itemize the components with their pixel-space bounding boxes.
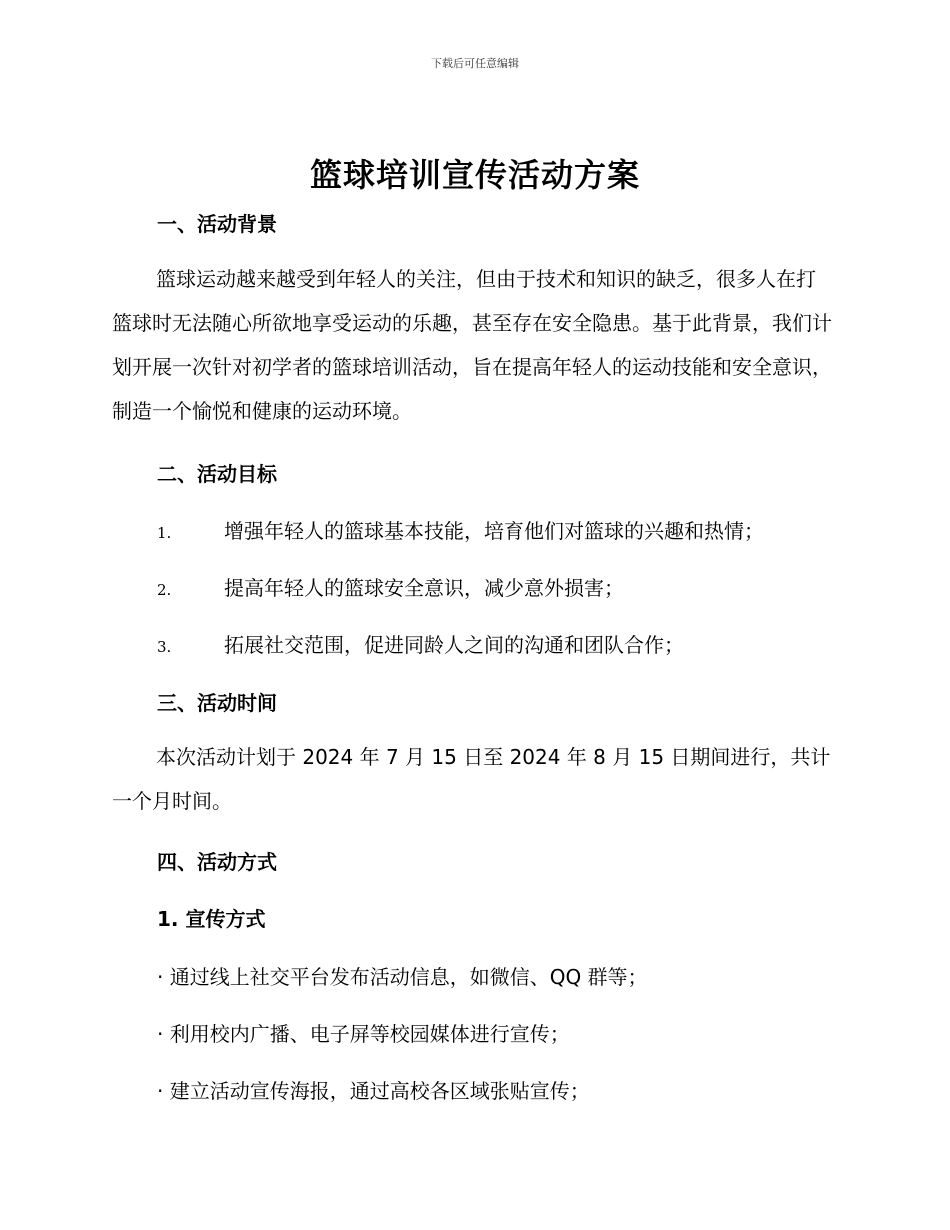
background-paragraph-text: 篮球运动越来越受到年轻人的关注，但由于技术和知识的缺乏，很多人在打篮球时无法随心所欲地享受运动的乐趣，甚至存在安全隐患。基于此背景，我们计划开展一次针对初学者的篮球培训活动，旨在提高年轻人的运动技能和安全意识，制造一个愉悦和健康的运动环境。: [112, 267, 832, 423]
section-heading-method: 四、活动方式: [157, 850, 277, 874]
goal-item-text: 提高年轻人的篮球安全意识，减少意外损害；: [224, 576, 624, 600]
goal-item: [157, 572, 857, 601]
goal-item: [157, 515, 857, 544]
section-heading-background: 一、活动背景: [157, 212, 277, 236]
time-paragraph-text: 本次活动计划于 2024 年 7 月 15 日至 2024 年 8 月 15 日期间进行，共计一个月时间。: [112, 745, 831, 813]
goal-item-number: 1.: [157, 524, 172, 542]
goal-item-text: 增强年轻人的篮球基本技能，培育他们对篮球的兴趣和热情；: [224, 519, 764, 543]
goal-item-number: 3.: [157, 638, 172, 656]
background-paragraph: [112, 257, 832, 433]
promotion-bullet: · 通过线上社交平台发布活动信息，如微信、QQ 群等；: [157, 965, 648, 989]
goal-item-text: 拓展社交范围，促进同龄人之间的沟通和团队合作；: [224, 633, 684, 657]
promotion-bullet: · 利用校内广播、电子屏等校园媒体进行宣传；: [157, 1022, 570, 1046]
section-heading-time: 三、活动时间: [157, 691, 277, 715]
promotion-bullet: · 建立活动宣传海报，通过高校各区域张贴宣传；: [157, 1079, 590, 1103]
time-paragraph: [112, 735, 832, 823]
section-heading-goals: 二、活动目标: [157, 462, 277, 486]
header-note: 下载后可任意编辑: [431, 57, 519, 70]
goal-item-number: 2.: [157, 581, 172, 599]
goal-item: [157, 629, 857, 658]
subheading-promotion: 1. 宣传方式: [157, 907, 266, 931]
document-title: 篮球培训宣传活动方案: [309, 156, 640, 194]
